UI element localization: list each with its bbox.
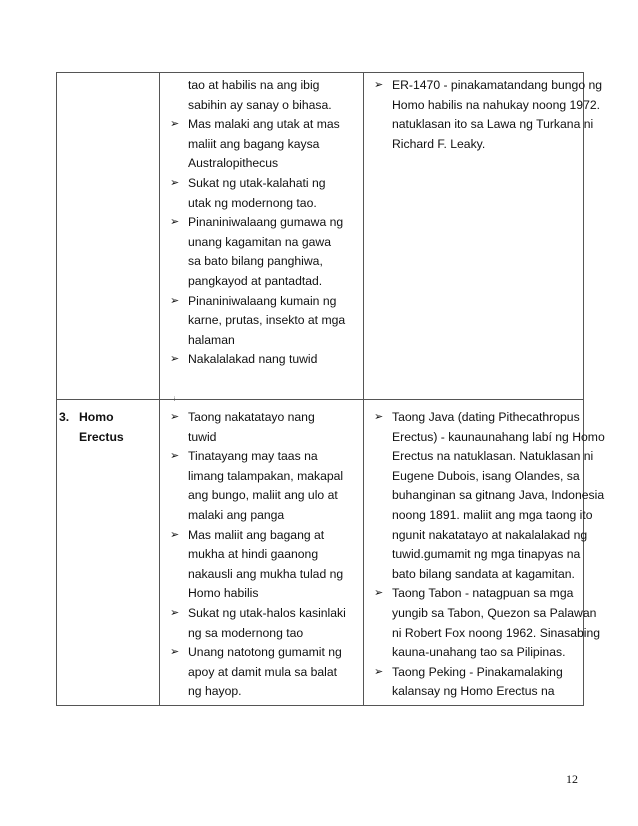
page-number: 12	[566, 772, 578, 786]
line-text: Tinatayang may taas na	[188, 449, 318, 464]
arrow-bullet-icon: ➢	[170, 450, 180, 463]
characteristics-cell: i ➢ Taong nakatatayo nang tuwid ➢ Tinatayang may taas na limang talampakan, makapal ang bungo, maliit ang ulo at malaki ang panga ➢ Mas maliit ang bagang at mukha at hindi gaanong nakausli ang mukha tulad ng Homo habilis ➢ Sukat ng utak-halos kasinlaki ng sa modernong tao ➢ Unang natotong gumamit ng apoy at damit mula sa balat ng hayop.	[160, 400, 364, 706]
text-line	[364, 565, 583, 585]
table-row	[57, 400, 584, 706]
line-text: Richard F. Leaky.	[392, 136, 486, 151]
line-text: Mas malaki ang utak at mas	[188, 117, 340, 132]
table-row	[57, 73, 584, 400]
line-text: noong 1891. maliit ang mga taong ito	[392, 507, 593, 522]
row-number: 3.	[59, 410, 70, 424]
line-text: yungib sa Tabon, Quezon sa Palawan	[392, 605, 597, 620]
line-text: ng sa modernong tao	[188, 625, 304, 640]
bullet-item	[160, 115, 363, 135]
discoveries-cell	[364, 73, 603, 400]
text-line	[364, 486, 605, 506]
bullet-item	[364, 584, 583, 604]
line-text: nakausli ang mukha tulad ng	[188, 566, 344, 581]
text-line	[364, 506, 593, 526]
text-line	[364, 545, 583, 565]
text-line	[160, 311, 363, 331]
bullet-item	[364, 408, 583, 428]
line-text: tuwid.gumamit ng mga tinapyas na	[392, 547, 581, 562]
text-line	[364, 135, 583, 155]
bullet-item	[364, 76, 603, 96]
text-line	[364, 604, 597, 624]
line-text: Unang natotong gumamit ng	[188, 645, 342, 660]
arrow-bullet-icon: ➢	[170, 646, 180, 659]
line-text: karne, prutas, insekto at mga	[188, 313, 346, 328]
line-text: halaman	[188, 332, 235, 347]
text-line	[160, 331, 363, 351]
arrow-bullet-icon: ➢	[374, 411, 384, 423]
text-line	[160, 506, 363, 526]
text-line	[160, 272, 363, 292]
line-text: ng hayop.	[188, 684, 242, 699]
line-text: Pinaniniwalaang kumain ng	[188, 293, 337, 308]
text-line	[160, 135, 363, 155]
line-text: tuwid	[188, 429, 217, 444]
document-table	[56, 72, 605, 706]
line-text: ni Robert Fox noong 1962. Sinasabing	[392, 625, 601, 640]
line-text: sa bato bilang panghiwa,	[188, 254, 323, 269]
text-line	[364, 526, 588, 546]
text-line	[364, 624, 601, 644]
text-line	[364, 96, 601, 116]
text-line	[160, 565, 363, 585]
text-line	[160, 154, 363, 174]
arrow-bullet-icon: ➢	[170, 176, 180, 189]
bullet-item	[160, 350, 363, 370]
line-text: limang talampakan, makapal	[188, 468, 344, 483]
arrow-bullet-icon: ➢	[170, 353, 180, 366]
characteristics-cell	[160, 73, 364, 400]
text-line	[160, 194, 363, 214]
line-text: apoy at damit mula sa balat	[188, 664, 338, 679]
bullet-item	[160, 447, 363, 467]
line-text: Taong nakatatayo nang	[188, 410, 315, 424]
text-line	[160, 584, 363, 604]
text-line	[160, 252, 363, 272]
text-line	[160, 545, 363, 565]
line-text: maliit ang bagang kaysa	[188, 136, 320, 151]
text-line	[160, 624, 363, 644]
line-text: Taong Java (dating Pithecathropus	[392, 410, 580, 424]
line-text: Eugene Dubois, isang Olandes, sa	[392, 468, 580, 483]
text-line	[364, 447, 594, 467]
line-text: Mas maliit ang bagang at	[188, 527, 325, 542]
line-text: Nakalalakad nang tuwid	[188, 352, 318, 367]
hominid-name-line2: Erectus	[79, 429, 124, 444]
line-text: ang bungo, maliit ang ulo at	[188, 488, 338, 503]
line-text: Erectus) - kaunaunahang labí ng Homo	[392, 429, 605, 444]
line-text: utak ng modernong tao.	[188, 195, 317, 210]
line-text: Sukat ng utak-kalahati ng	[188, 175, 326, 190]
line-text: Australopithecus	[188, 156, 279, 171]
discoveries-cell	[364, 400, 605, 706]
bullet-item	[160, 213, 363, 233]
line-text: natuklasan ito sa Lawa ng Turkana ni	[392, 117, 594, 132]
arrow-bullet-icon: ➢	[170, 118, 180, 131]
line-text: ER-1470 - pinakamatandang bungo ng	[392, 78, 603, 92]
text-line	[364, 428, 605, 448]
arrow-bullet-icon: ➢	[170, 216, 180, 229]
text-line	[160, 76, 363, 96]
line-text: kalansay ng Homo Erectus na	[392, 684, 555, 699]
line-text: buhanginan sa gitnang Java, Indonesia	[392, 488, 605, 503]
line-text: bato bilang sandata at kagamitan.	[392, 566, 575, 581]
text-line	[364, 115, 594, 135]
hominid-name-cell	[57, 400, 160, 706]
line-text: unang kagamitan na gawa	[188, 234, 331, 249]
text-line	[160, 428, 363, 448]
text-line	[160, 682, 363, 702]
arrow-bullet-icon: ➢	[170, 294, 180, 307]
text-line	[160, 96, 363, 116]
text-line	[364, 643, 583, 663]
bullet-item	[160, 174, 363, 194]
line-text: sabihin ay sanay o bihasa.	[188, 97, 332, 112]
text-line	[160, 233, 363, 253]
line-text: pangkayod at pantadtad.	[188, 273, 323, 288]
line-text: Homo habilis	[188, 586, 259, 601]
text-line	[160, 663, 363, 683]
bullet-item	[364, 663, 583, 683]
arrow-bullet-icon: ➢	[374, 79, 384, 91]
text-line	[364, 467, 583, 487]
line-text: kauna-unahang tao sa Pilipinas.	[392, 645, 566, 660]
line-text: Pinaniniwalaang gumawa ng	[188, 215, 344, 230]
arrow-bullet-icon: ➢	[170, 411, 180, 423]
arrow-bullet-icon: ➢	[374, 587, 384, 600]
hominid-name-line1: Homo	[79, 410, 114, 424]
line-text: Taong Tabon - natagpuan sa mga	[392, 586, 574, 601]
line-text: ngunit nakatatayo at nakalalakad ng	[392, 527, 588, 542]
arrow-bullet-icon: ➢	[374, 665, 384, 678]
bullet-item	[160, 526, 363, 546]
line-text: Homo habilis na nahukay noong 1972.	[392, 97, 601, 112]
line-text: Taong Peking - Pinakamalaking	[392, 664, 563, 679]
arrow-bullet-icon: ➢	[170, 606, 180, 619]
text-line	[160, 486, 363, 506]
text-line	[160, 467, 363, 487]
line-text: malaki ang panga	[188, 507, 285, 522]
arrow-bullet-icon: ➢	[170, 528, 180, 541]
bullet-item	[160, 292, 363, 312]
bullet-item	[160, 643, 363, 663]
hominid-name-cell	[57, 73, 160, 400]
line-text: tao at habilis na ang ibig	[188, 78, 320, 92]
text-line	[364, 682, 583, 702]
line-text: Erectus na natuklasan. Natuklasan ni	[392, 449, 594, 464]
line-text: mukha at hindi gaanong	[188, 547, 319, 562]
bullet-item	[160, 604, 363, 624]
line-text: Sukat ng utak-halos kasinlaki	[188, 605, 346, 620]
bullet-item	[160, 408, 363, 428]
